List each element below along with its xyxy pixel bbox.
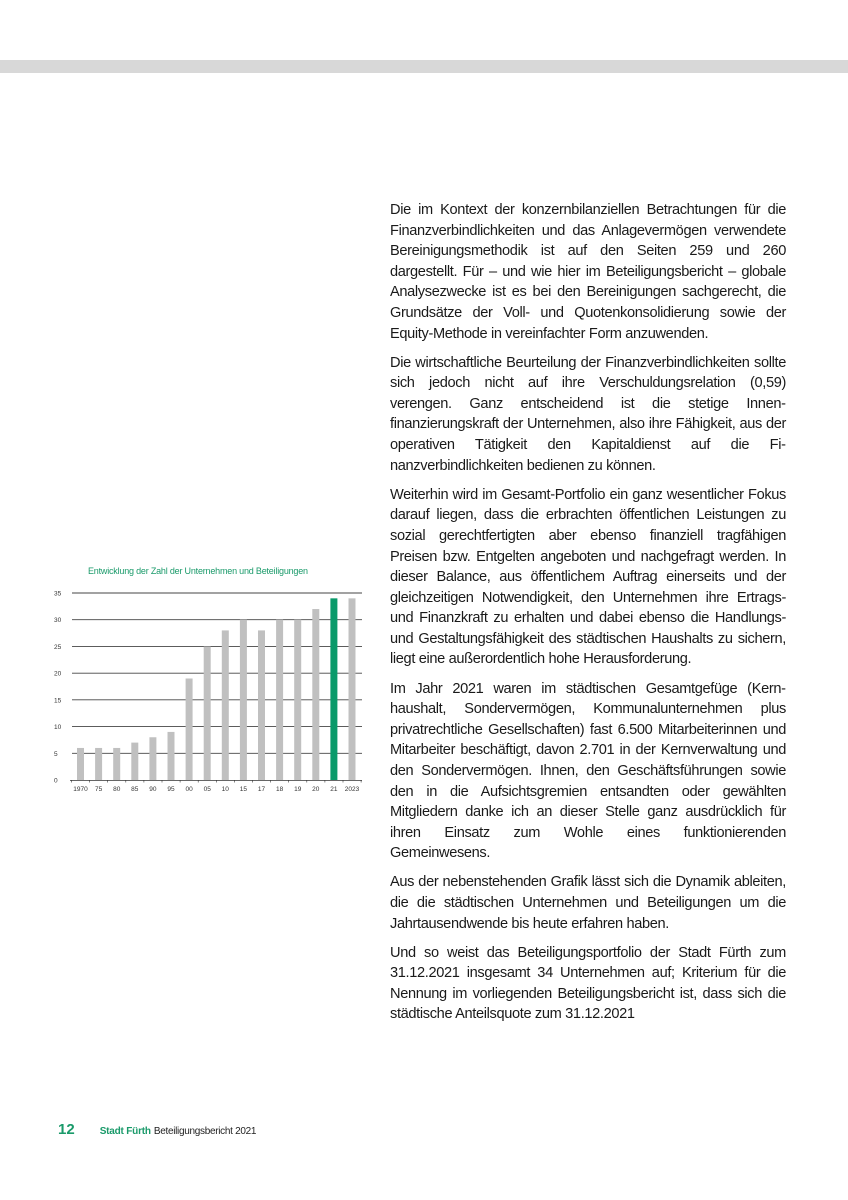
x-tick-label: 15 <box>239 786 248 793</box>
body-text-column <box>390 200 786 1034</box>
x-tick-label: 75 <box>94 786 103 793</box>
x-tick-label: 2023 <box>344 786 360 793</box>
header-bar <box>0 60 848 73</box>
y-tick-label: 0 <box>54 777 58 785</box>
x-tick-label: 19 <box>294 786 302 793</box>
x-tick-label: 80 <box>113 786 121 793</box>
bar-05 <box>204 646 211 780</box>
footer-title: Beteiligungsbericht 2021 <box>153 1126 257 1137</box>
x-tick-label: 05 <box>203 786 211 793</box>
page-number: 12 <box>58 1121 75 1138</box>
y-tick-label: 5 <box>54 750 58 758</box>
bar-10 <box>222 630 229 780</box>
x-tick-label: 95 <box>167 786 175 793</box>
y-tick-label: 10 <box>54 724 62 732</box>
bar-75 <box>95 748 102 780</box>
x-tick-label: 20 <box>312 786 320 793</box>
bar-20 <box>312 609 319 780</box>
paragraph-bereinigungsmethodik: Die im Kontext der konzernbilanziellen Betrachtungen für die Finanzverbindlichkeiten und das Anlagevermögen verwendete Bereinigungsmethodik ist auf den Seiten 259 und 260 dargestellt. Für – und wie hier im Beteiligungsbericht – globale Analysezwecke ist es bei den Bereinigungen sachgerecht, die Grundsätze der Voll- und Quotenkonsolidierung sowie der Equity-Methode in vereinfachter Form anzuwenden. <box>390 202 786 342</box>
y-tick-label: 35 <box>54 590 62 598</box>
bar-chart <box>50 560 370 805</box>
bar-95 <box>168 732 175 780</box>
x-tick-label: 17 <box>257 786 266 793</box>
paragraph-dynamik: Aus der nebenstehenden Grafik lässt sich die Dynamik ableiten, die die städtischen Unternehmen und Beteiligungen um die Jahrtausendwende bis heute erfahren haben. <box>390 874 786 932</box>
bar-80 <box>113 748 120 780</box>
x-tick-label: 85 <box>131 786 139 793</box>
bar-15 <box>240 620 247 780</box>
paragraph-finanzverbindlichkeiten: Die wirtschaftliche Beurteilung der Finanzverbindlichkeiten sollte sich jedoch nicht auf ihre Verschuldungsrelation (0,59) verengen. Ganz entscheidend ist die stetige Innenfinanzierungskraft der Unternehmen, also ihre Fähigkeit, aus der operativen Tätigkeit den Kapitaldienst auf die Finanzverbindlichkeiten bedienen zu können. <box>390 354 786 474</box>
y-tick-label: 25 <box>54 643 62 651</box>
bar-90 <box>149 737 156 780</box>
y-tick-label: 20 <box>54 670 62 678</box>
bar-2023 <box>349 598 356 780</box>
bar-00 <box>186 678 193 780</box>
paragraph-gesamt-portfolio: Weiterhin wird im Gesamt-Portfolio ein ganz wesentlicher Fokus darauf liegen, dass die erbrachten öffentlichen Leistungen zu sozial gerechtfertigten aber ebenso finanziell tragfähigen Preisen bzw. Entgelten angeboten und nachgefragt werden. In dieser Balance, aus öffentlichem Auftrag einerseits und der gleichzeitigen Notwendigkeit, den Unternehmen ihre Ertrags- und Finanzkraft zu erhalten und dabei ebenso die Handlungs- und Gestaltungsfähigkeit des städtischen Haushalts zu sichern, liegt eine außerordentlich hohe Herausforderung. <box>390 486 786 668</box>
bar-17 <box>258 630 265 780</box>
chart-title: Entwicklung der Zahl der Unternehmen und Beteiligungen <box>88 566 308 576</box>
bar-1970 <box>77 748 84 780</box>
x-tick-label: 18 <box>275 786 284 793</box>
footer-brand: Stadt Fürth <box>99 1126 151 1137</box>
x-tick-label: 10 <box>221 786 229 793</box>
paragraph-mitarbeiter: Im Jahr 2021 waren im städtischen Gesamtgefüge (Kernhaushalt, Sondervermögen, Kommunalunternehmen plus privatrechtliche Gesellschaften) fast 6.500 Mitarbeiterinnen und Mitarbeiter beschäftigt, davon 2.701 in der Kernverwaltung und den Sondervermögen. Ihnen, den Geschäftsführungen sowie den in die Aufsichtsgremien entsandten oder gewählten Mitgliedern danke ich an dieser Stelle ganz ausdrücklich für ihren Einsatz zum Wohle eines funktionierenden Gemeinwesens. <box>390 680 786 862</box>
x-tick-label: 1970 <box>73 786 88 793</box>
bar-21 <box>330 598 337 780</box>
x-tick-label: 21 <box>330 786 338 793</box>
paragraph-beteiligungsportfolio: Und so weist das Beteiligungsportfolio der Stadt Fürth zum 31.12.2021 insgesamt 34 Unternehmen auf; Kriterium für die Nennung im vorliegenden Beteiligungsbericht ist, dass sich die städtische Anteilsquote zum 31.12.2021 <box>390 944 786 1023</box>
page-footer <box>58 1121 256 1141</box>
x-tick-label: 90 <box>149 786 157 793</box>
y-tick-label: 30 <box>54 617 62 625</box>
bar-18 <box>276 620 283 780</box>
bar-19 <box>294 620 301 780</box>
chart-plot-area <box>50 560 370 805</box>
bar-85 <box>131 743 138 780</box>
y-tick-label: 15 <box>54 697 62 705</box>
x-tick-label: 00 <box>185 786 193 793</box>
